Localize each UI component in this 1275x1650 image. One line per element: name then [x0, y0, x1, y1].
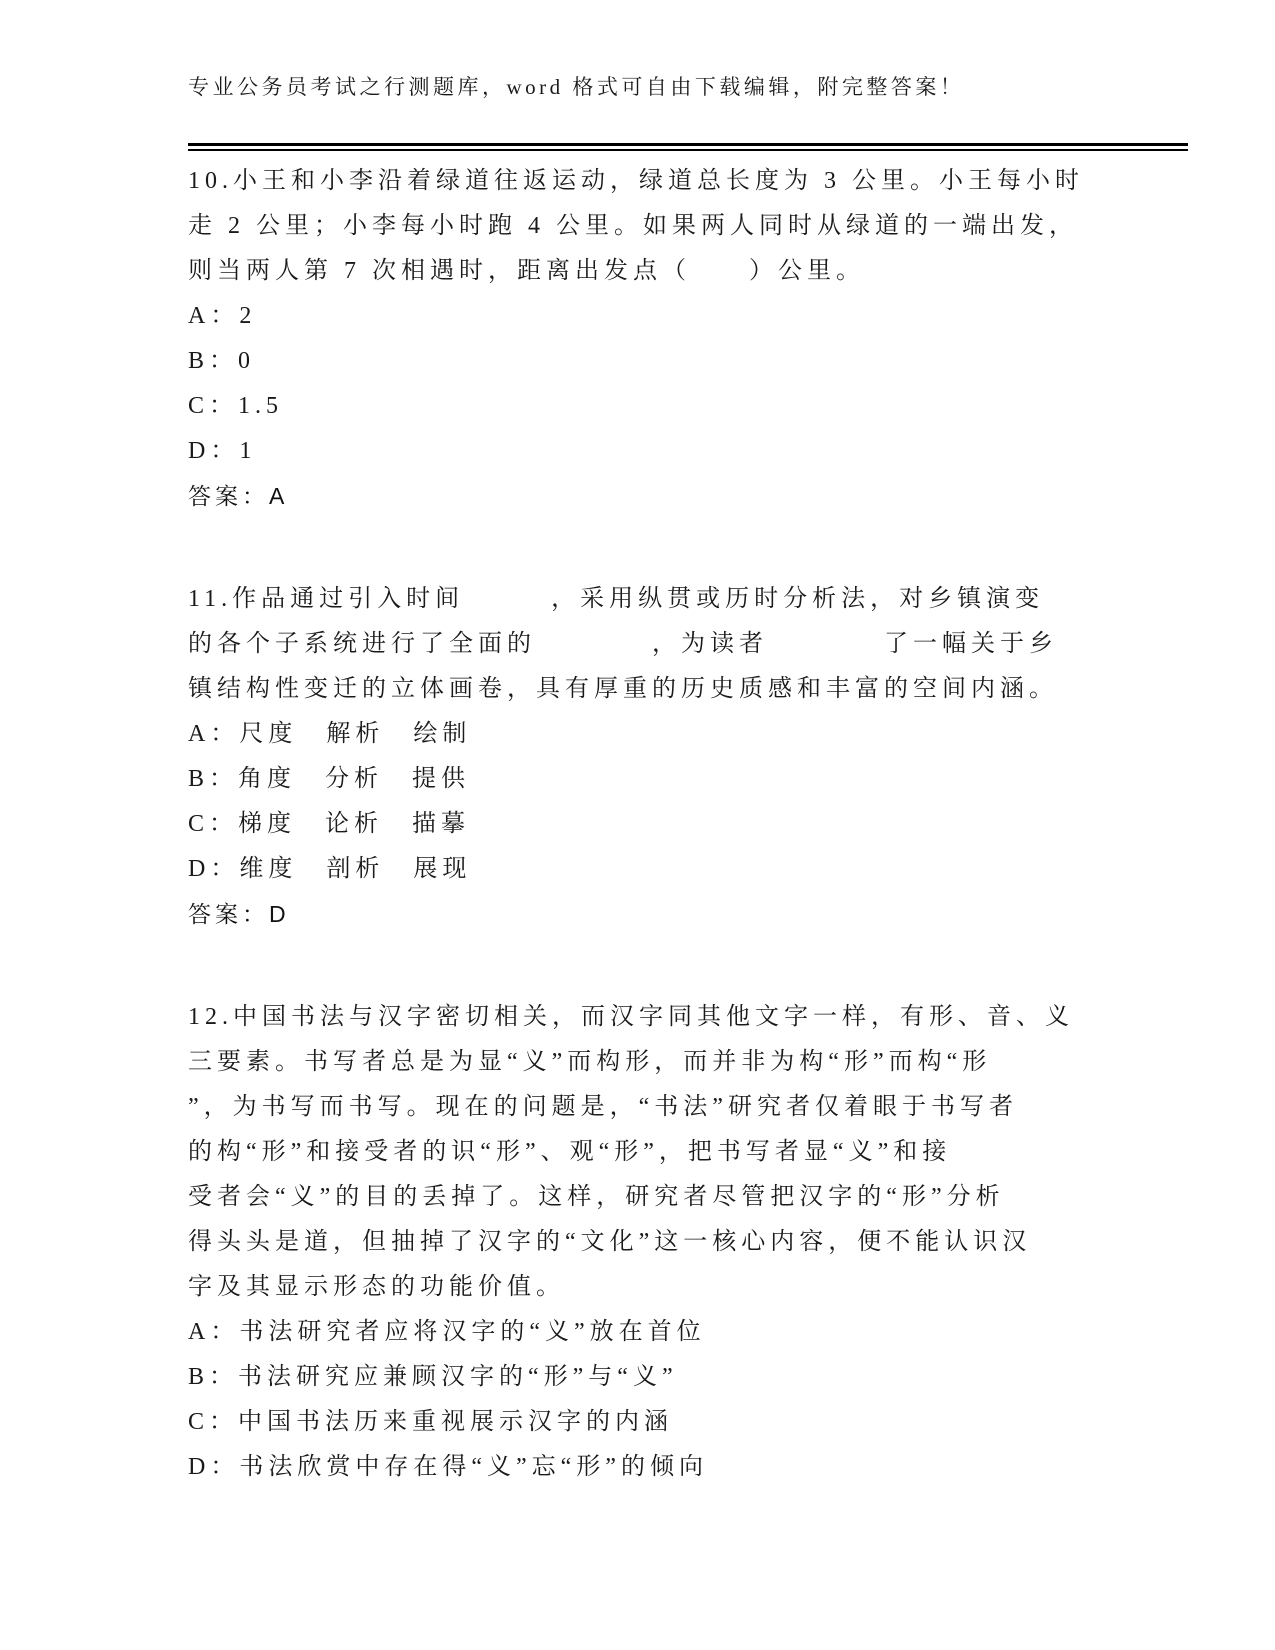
question-text-line: 10.小王和小李沿着绿道往返运动，绿道总长度为 3 公里。小王每小时	[188, 168, 1084, 194]
document-header	[188, 74, 1188, 151]
question-text-line: ”，为书写而书写。现在的问题是，“书法”研究者仅着眼于书写者	[188, 1094, 1018, 1120]
question-block-10	[188, 159, 1188, 519]
option-line: A：尺度 解析 绘制	[188, 721, 472, 747]
option-line: B：角度 分析 提供	[188, 766, 471, 792]
question-text-line: 字及其显示形态的功能价值。	[188, 1274, 565, 1300]
option-line: C：1.5	[188, 393, 284, 419]
divider-thick-line	[188, 143, 1188, 146]
option-line: B：0	[188, 348, 256, 374]
answer-line: 答案：D	[188, 901, 290, 927]
question-text-line: 走 2 公里；小李每小时跑 4 公里。如果两人同时从绿道的一端出发，	[188, 213, 1078, 239]
answer-line: 答案：A	[188, 483, 289, 509]
option-line: D：维度 剖析 展现	[188, 856, 472, 882]
option-line: C：中国书法历来重视展示汉字的内涵	[188, 1409, 674, 1435]
question-block-11	[188, 577, 1188, 937]
document-body	[188, 151, 1188, 1490]
question-block-12	[188, 995, 1188, 1490]
question-text-line: 得头头是道，但抽掉了汉字的“文化”这一核心内容，便不能认识汉	[188, 1229, 1032, 1255]
option-line: D：书法欣赏中存在得“义”忘“形”的倾向	[188, 1454, 708, 1480]
option-line: B：书法研究应兼顾汉字的“形”与“义”	[188, 1364, 678, 1390]
question-text-line: 的各个子系统进行了全面的 ，为读者 了一幅关于乡	[188, 631, 1058, 657]
question-text-line: 三要素。书写者总是为显“义”而构形，而并非为构“形”而构“形	[188, 1049, 992, 1075]
question-text-line: 12.中国书法与汉字密切相关，而汉字同其他文字一样，有形、音、义	[188, 1004, 1074, 1030]
question-text-line: 的构“形”和接受者的识“形”、观“形”，把书写者显“义”和接	[188, 1139, 952, 1165]
header-divider	[188, 143, 1188, 151]
question-text-line: 11.作品通过引入时间 ，采用纵贯或历时分析法，对乡镇演变	[188, 586, 1045, 612]
option-line: A：2	[188, 303, 257, 329]
option-line: D：1	[188, 438, 257, 464]
question-text-line: 镇结构性变迁的立体画卷，具有厚重的历史质感和丰富的空间内涵。	[188, 676, 1058, 702]
option-line: C：梯度 论析 描摹	[188, 811, 471, 837]
question-text-line: 则当两人第 7 次相遇时，距离出发点（ ）公里。	[188, 258, 865, 284]
question-text-line: 受者会“义”的目的丢掉了。这样，研究者尽管把汉字的“形”分析	[188, 1184, 1005, 1210]
header-title: 专业公务员考试之行测题库，word 格式可自由下载编辑，附完整答案！	[188, 75, 965, 99]
option-line: A：书法研究者应将汉字的“义”放在首位	[188, 1319, 706, 1345]
